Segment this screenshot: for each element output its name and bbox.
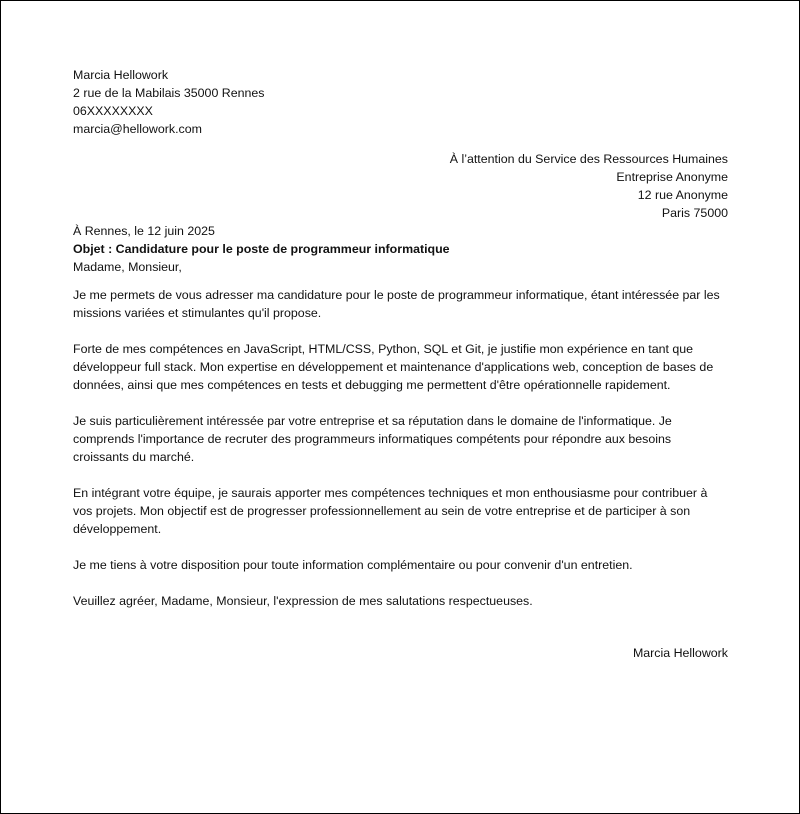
sender-address: 2 rue de la Mabilais 35000 Rennes [73,86,265,100]
body-paragraph-3: Je suis particulièrement intéressée par votre entreprise et sa réputation dans le domaine de l'informatique. Je comprends l'importance de recruter des programmeurs informatiques compétents pour répondre aux besoins croissants du marché. [73,414,672,464]
body-paragraph-1: Je me permets de vous adresser ma candidature pour le poste de programmeur informatique, étant intéressée par les missions variées et stimulantes qu'il propose. [73,288,720,320]
sender-email: marcia@hellowork.com [73,122,202,136]
sender-name: Marcia Hellowork [73,68,169,82]
subject-line: Objet : Candidature pour le poste de programmeur informatique [73,242,450,256]
recipient-attention: À l’attention du Service des Ressources Humaines [449,152,728,166]
recipient-street: 12 rue Anonyme [637,188,728,202]
salutation: Madame, Monsieur, [73,260,182,274]
recipient-block [73,150,728,222]
recipient-company: Entreprise Anonyme [616,170,728,184]
closing-paragraph: Veuillez agréer, Madame, Monsieur, l'expression de mes salutations respectueuses. [73,594,533,608]
letter-content [73,66,728,662]
signature: Marcia Hellowork [632,646,728,660]
body-paragraph-2: Forte de mes compétences en JavaScript, HTML/CSS, Python, SQL et Git, je justifie mon expérience en tant que développeur full stack. Mon expertise en développement et maintenance d'applications web, conception de bases de données, ainsi que mes compétences en tests et debugging me permettent d'être opérationnelle rapidement. [73,342,714,392]
sender-phone: 06XXXXXXXX [73,104,153,118]
body-paragraph-4: En intégrant votre équipe, je saurais apporter mes compétences techniques et mon enthousiasme pour contribuer à vos projets. Mon objectif est de progresser professionnellement au sein de votre entreprise et de participer à son développement. [73,486,708,536]
sender-block [73,66,728,138]
recipient-city: Paris 75000 [661,206,728,220]
body-paragraph-5: Je me tiens à votre disposition pour toute information complémentaire ou pour convenir d'un entretien. [73,558,633,572]
date-line: À Rennes, le 12 juin 2025 [73,224,215,238]
